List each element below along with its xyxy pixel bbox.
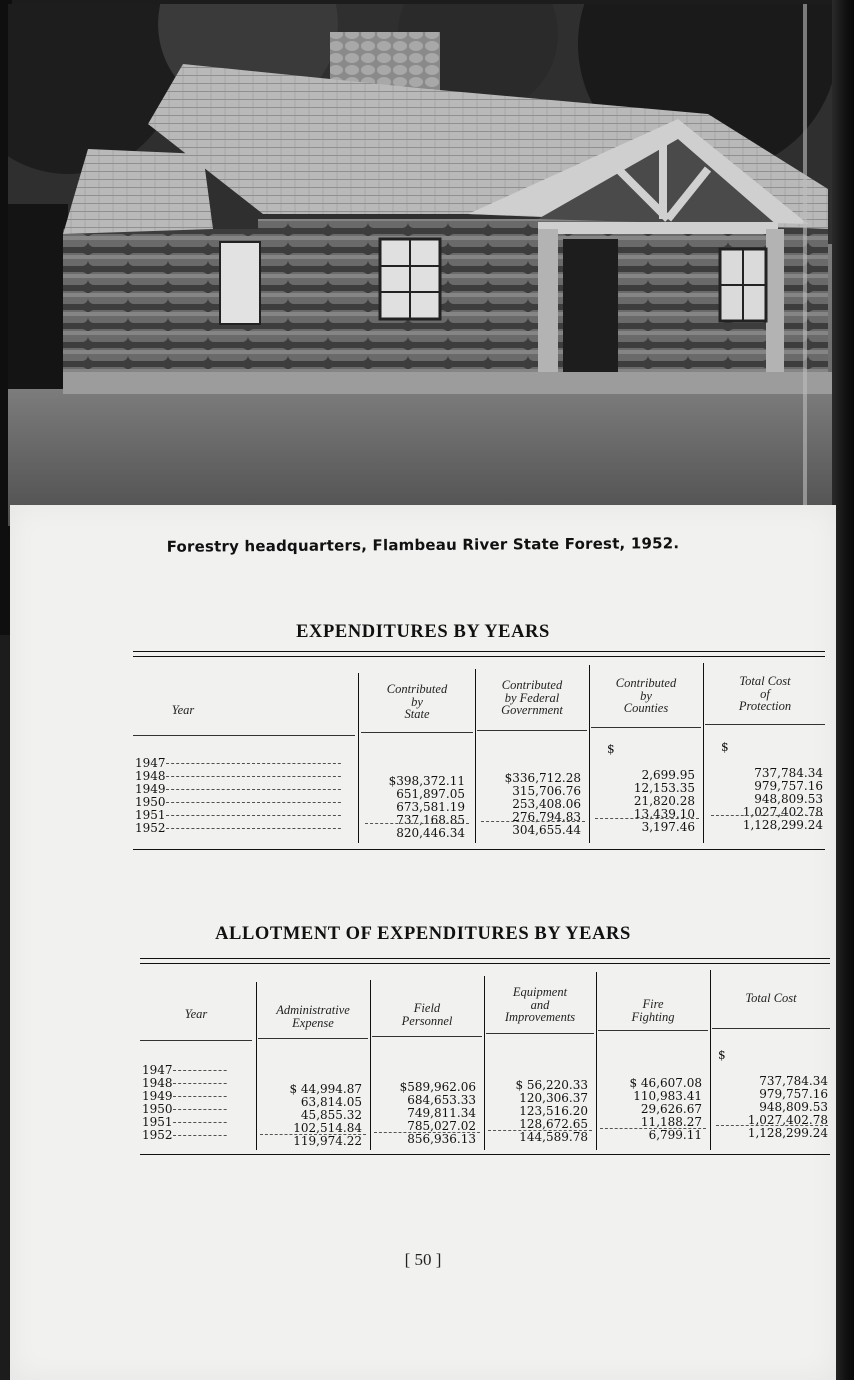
table2-equipment-column: $ 56,220.33 120,306.37 123,516.20 128,672.65 144,589.78 xyxy=(515,1078,588,1144)
header-contributed-by-federal: Contributed by Federal Government xyxy=(501,678,563,717)
table1-total-dollar: $ xyxy=(721,740,729,754)
table2-title: ALLOTMENT OF EXPENDITURES BY YEARS xyxy=(215,924,631,944)
page-number: [ 50 ] xyxy=(404,1250,442,1269)
table1-year-column: 1947----------------------------------- 1948----------------------------------- 1949----------------------------------- 1950----------------------------------- 1951----------------------------------- 1952----------------------------------- xyxy=(135,757,343,835)
header-field-personnel: Field Personnel xyxy=(401,1001,453,1028)
table1-counties-dollar: $ xyxy=(607,742,615,756)
header-contributed-by-state: Contributed by State xyxy=(386,682,448,721)
header-equipment-and-improvements: Equipment and Improvements xyxy=(504,985,576,1024)
page-paper xyxy=(10,505,836,1380)
table2-year-column: 1947----------- 1948----------- 1949----------- 1950----------- 1951----------- 1952----------- xyxy=(142,1064,229,1142)
header-year: Year xyxy=(171,703,195,717)
header-administrative-expense: Administrative Expense xyxy=(276,1003,350,1030)
table2-field-column: $589,962.06 684,653.33 749,811.34 785,027.02 856,936.13 xyxy=(399,1080,476,1146)
header-year: Year xyxy=(184,1007,208,1021)
table2-total-column: 737,784.34 979,757.16 948,809.53 1,027,402.78 1,128,299.24 xyxy=(747,1074,828,1140)
table2-fire-column: $ 46,607.08 110,983.41 29,626.67 11,188.27 6,799.11 xyxy=(629,1076,702,1142)
table2-admin-column: $ 44,994.87 63,814.05 45,855.32 102,514.84 119,974.22 xyxy=(289,1082,362,1148)
table1-federal-column: $336,712.28 315,706.76 253,408.06 276,794.83 304,655.44 xyxy=(504,771,581,837)
table1-total-column: 737,784.34 979,757.16 948,809.53 1,027,402.78 1,128,299.24 xyxy=(742,766,823,832)
header-total-cost-of-protection: Total Cost of Protection xyxy=(738,674,792,713)
photo-caption: Forestry headquarters, Flambeau River State Forest, 1952. xyxy=(166,534,680,556)
table2-total-dollar: $ xyxy=(718,1048,726,1062)
table1-state-column: $398,372.11 651,897.05 673,581.19 737,168.85 820,446.34 xyxy=(388,774,465,840)
cabin-photograph xyxy=(8,4,832,526)
header-total-cost: Total Cost xyxy=(745,991,797,1005)
table1-counties-column: 2,699.95 12,153.35 21,820.28 13,439.10 3,197.46 xyxy=(633,768,695,834)
expenditures-table xyxy=(133,651,825,851)
header-contributed-by-counties: Contributed by Counties xyxy=(615,676,677,715)
table1-title: EXPENDITURES BY YEARS xyxy=(296,622,550,642)
allotment-table xyxy=(140,958,830,1158)
header-fire-fighting: Fire Fighting xyxy=(631,997,675,1024)
